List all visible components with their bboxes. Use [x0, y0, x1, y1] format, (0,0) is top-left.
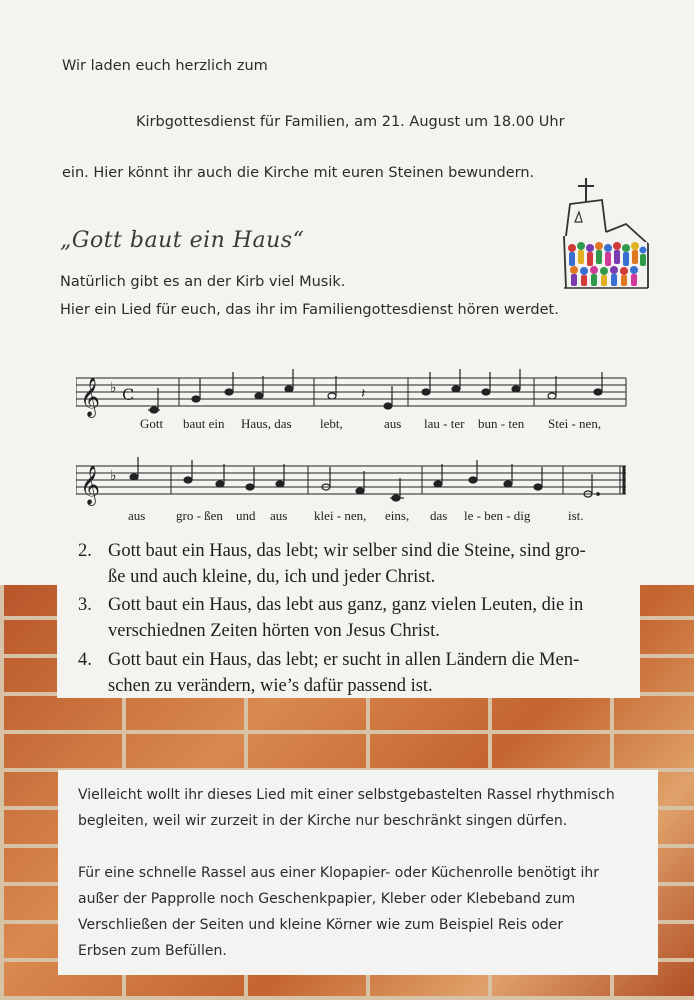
- church-drawing-icon: [548, 176, 658, 291]
- song-title: „Gott baut ein Haus“: [60, 228, 305, 253]
- svg-text:C: C: [122, 385, 135, 404]
- intro-line-1: Wir laden euch herzlich zum: [62, 58, 268, 74]
- lyric-2-8: le - ben - dig: [464, 508, 531, 523]
- verse-number: 2.: [78, 541, 92, 561]
- text-line: begleiten, weil wir zurzeit in der Kirche nur beschränkt singen dürfen.: [78, 813, 568, 829]
- verse-3: [78, 592, 638, 644]
- lyric-1-6: lau - ter: [424, 416, 465, 431]
- verse-line: Gott baut ein Haus, das lebt; er sucht in allen Ländern die Men-: [108, 650, 580, 670]
- rattle-paragraph-2: [78, 860, 648, 964]
- music-staff-1: [76, 368, 628, 418]
- lyric-2-6: eins,: [385, 508, 410, 523]
- lyric-1-3: Haus, das: [241, 416, 292, 431]
- lyric-2-4: aus: [270, 508, 288, 523]
- intro-line-3: ein. Hier könnt ihr auch die Kirche mit euren Steinen bewundern.: [62, 165, 535, 181]
- svg-text:♭: ♭: [110, 380, 117, 396]
- lyric-1-1: Gott: [140, 416, 164, 431]
- verse-4: [78, 647, 638, 699]
- song-intro-1: Natürlich gibt es an der Kirb viel Musik.: [60, 274, 346, 290]
- svg-text:𝄽: 𝄽: [361, 386, 366, 402]
- verse-line: schen zu verändern, wie’s dafür passend ist.: [108, 676, 433, 696]
- song-intro-2: Hier ein Lied für euch, das ihr im Familiengottesdienst hören werdet.: [60, 302, 559, 318]
- text-line: außer der Papprolle noch Geschenkpapier, Kleber oder Klebeband zum: [78, 891, 576, 907]
- lyric-2-2: gro - ßen: [176, 508, 223, 523]
- verse-line: Gott baut ein Haus, das lebt aus ganz, ganz vielen Leuten, die in: [108, 595, 584, 615]
- verse-line: Gott baut ein Haus, das lebt; wir selber sind die Steine, sind gro-: [108, 541, 586, 561]
- text-line: Erbsen zum Befüllen.: [78, 943, 227, 959]
- lyric-1-7: bun - ten: [478, 416, 525, 431]
- text-line: Für eine schnelle Rassel aus einer Klopapier- oder Küchenrolle benötigt ihr: [78, 865, 599, 881]
- verse-2: [78, 538, 638, 590]
- verse-number: 3.: [78, 595, 92, 615]
- music-staff-2: [76, 456, 628, 506]
- lyric-2-9: ist.: [568, 508, 584, 523]
- lyric-2-5: klei - nen,: [314, 508, 367, 523]
- svg-text:𝄞: 𝄞: [80, 465, 101, 505]
- text-line: Verschließen der Seiten und kleine Körner wie zum Beispiel Reis oder: [78, 917, 564, 933]
- verse-line: verschiednen Zeiten hörten von Jesus Christ.: [108, 621, 440, 641]
- lyric-2-1: aus: [128, 508, 146, 523]
- lyric-1-2: baut ein: [183, 416, 225, 431]
- verse-line: ße und auch kleine, du, ich und jeder Christ.: [108, 567, 436, 587]
- verse-number: 4.: [78, 650, 92, 670]
- intro-event-line: Kirbgottesdienst für Familien, am 21. August um 18.00 Uhr: [136, 114, 565, 130]
- lyric-2-7: das: [430, 508, 448, 523]
- lyric-1-5: aus: [384, 416, 402, 431]
- text-line: Vielleicht wollt ihr dieses Lied mit einer selbstgebastelten Rassel rhythmisch: [78, 787, 615, 803]
- svg-text:𝄞: 𝄞: [80, 377, 101, 417]
- lyric-1-4: lebt,: [320, 416, 343, 431]
- lyric-2-3: und: [236, 508, 256, 523]
- lyric-1-8: Stei - nen,: [548, 416, 602, 431]
- svg-text:♭: ♭: [110, 468, 117, 484]
- rattle-paragraph-1: [78, 782, 648, 834]
